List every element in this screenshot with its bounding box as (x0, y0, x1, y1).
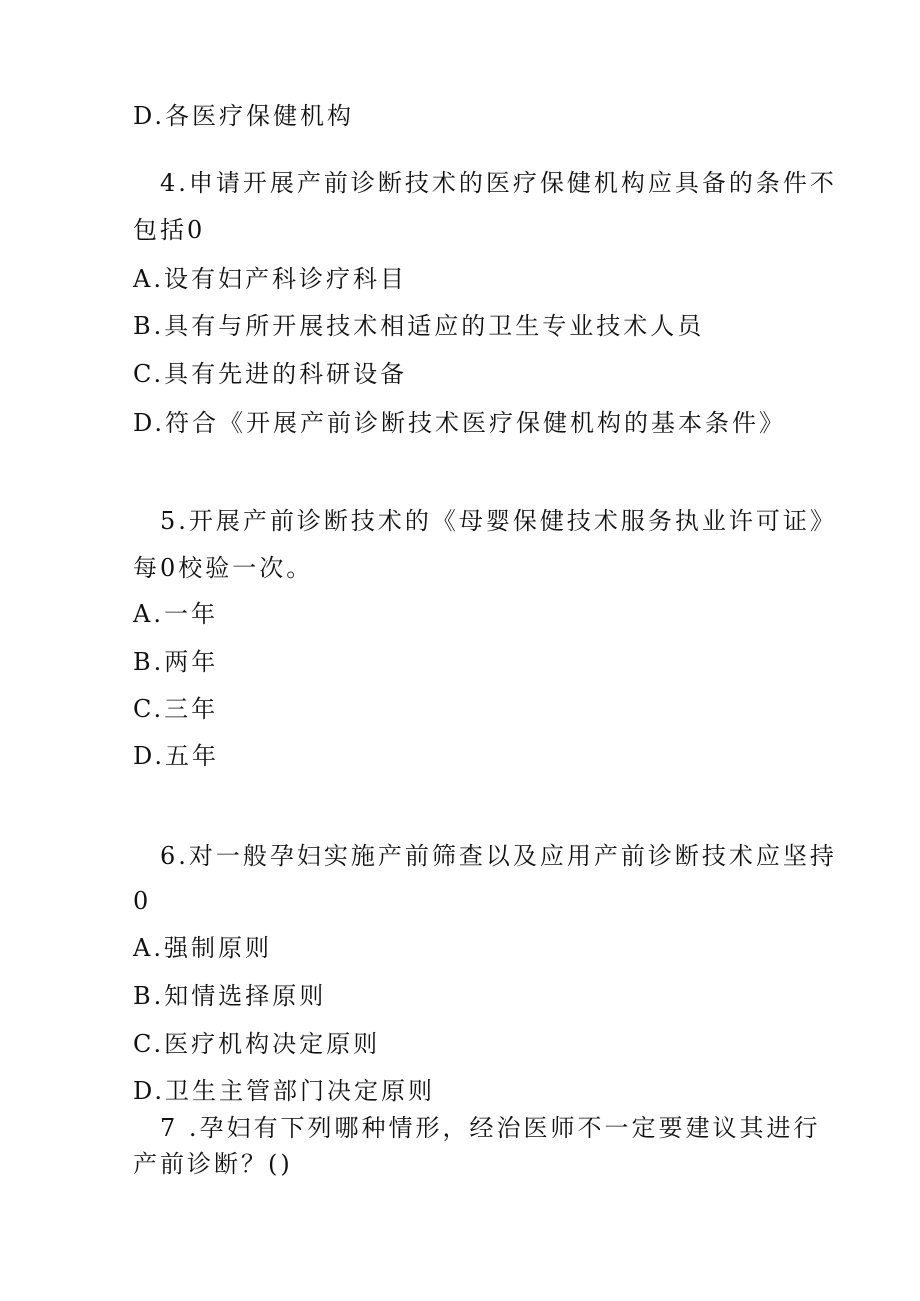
question-5-line-1: 5.开展产前诊断技术的《母婴保健技术服务执业许可证》 (160, 507, 837, 535)
question-7-line-1: 7 .孕妇有下列哪种情形，经治医师不一定要建议其进行 (160, 1114, 821, 1142)
question-4-option-a: A.设有妇产科诊疗科目 (133, 265, 407, 293)
question-4-line-2: 包括0 (133, 216, 206, 244)
question-5-option-c: C.三年 (133, 695, 219, 723)
question-6-option-c: C.医疗机构决定原则 (133, 1030, 381, 1058)
question-4-line-1: 4.申请开展产前诊断技术的医疗保健机构应具备的条件不 (160, 169, 837, 197)
question-6-option-a: A.强制原则 (133, 934, 272, 962)
question-6-line-2: 0 (133, 887, 152, 915)
question-7-line-2: 产前诊断？() (133, 1150, 293, 1178)
question-6-line-1: 6.对一般孕妇实施产前筛查以及应用产前诊断技术应坚持 (160, 842, 837, 870)
question-4-option-c: C.具有先进的科研设备 (133, 360, 408, 388)
question-5-option-a: A.一年 (133, 600, 218, 628)
question-4-option-d: D.符合《开展产前诊断技术医疗保健机构的基本条件》 (133, 409, 787, 437)
prev-question-option-d: D.各医疗保健机构 (133, 102, 355, 130)
question-4-option-b: B.具有与所开展技术相适应的卫生专业技术人员 (133, 312, 705, 340)
question-5-line-2: 每0校验一次。 (133, 554, 314, 582)
question-6-option-b: B.知情选择原则 (133, 982, 327, 1010)
question-5-option-d: D.五年 (133, 742, 220, 770)
question-5-option-b: B.两年 (133, 648, 219, 676)
question-6-option-d: D.卫生主管部门决定原则 (133, 1077, 436, 1105)
